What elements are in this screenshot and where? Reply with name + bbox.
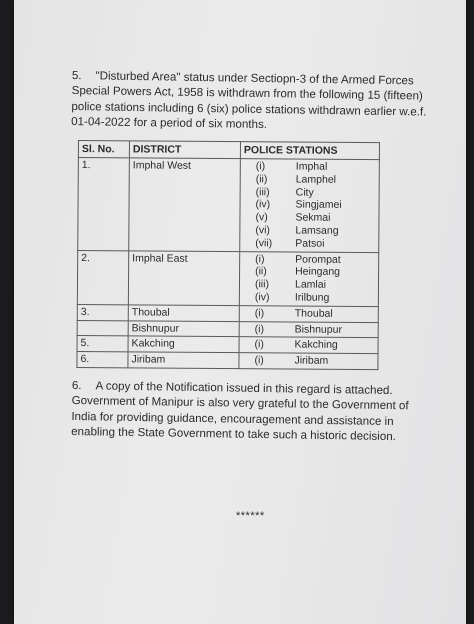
police-station-name: City — [295, 186, 314, 199]
table-header-row — [78, 141, 379, 160]
police-station-name: Singjamei — [295, 198, 342, 212]
police-stations-cell — [239, 337, 378, 354]
roman-numeral: (ii) — [255, 173, 268, 186]
police-stations-table — [76, 140, 380, 370]
police-station-name: Bishnupur — [294, 323, 343, 336]
roman-numeral: (i) — [254, 322, 265, 335]
police-station-item — [244, 160, 376, 174]
police-station-item — [242, 354, 374, 368]
sl-no-cell — [77, 320, 128, 336]
police-station-item — [243, 266, 375, 280]
police-station-item — [243, 278, 375, 292]
police-station-item — [243, 253, 375, 267]
paragraph-number: 6. — [71, 378, 82, 393]
roman-numeral: (vii) — [255, 237, 273, 250]
police-station-name: Kakching — [294, 338, 338, 352]
district-cell: Jiribam — [128, 352, 239, 369]
roman-numeral: (ii) — [255, 265, 267, 278]
roman-numeral: (vi) — [255, 224, 270, 237]
roman-numeral: (iii) — [255, 185, 270, 198]
sl-no-cell: 1. — [78, 158, 130, 251]
district-cell: Imphal East — [128, 250, 239, 305]
sl-no-cell: 6. — [77, 352, 128, 368]
table-row — [78, 158, 380, 253]
table-row — [77, 250, 378, 306]
header-district: DISTRICT — [129, 141, 240, 159]
roman-numeral: (iii) — [254, 278, 270, 291]
sl-no-cell: 3. — [77, 304, 128, 320]
district-cell: Bishnupur — [128, 320, 239, 337]
police-station-name: Irilbung — [294, 291, 330, 304]
police-station-item — [244, 186, 376, 200]
police-station-name: Lamlai — [294, 278, 326, 291]
police-station-item — [243, 224, 375, 238]
roman-numeral: (i) — [255, 160, 266, 173]
district-cell: Kakching — [128, 336, 239, 353]
police-station-item — [243, 237, 375, 251]
police-station-name: Lamphel — [295, 173, 337, 186]
police-station-name: Lamsang — [295, 224, 339, 237]
paragraph-5 — [71, 68, 447, 136]
district-cell: Thoubal — [128, 305, 239, 322]
end-mark: ****** — [236, 510, 265, 522]
police-station-name: Imphal — [295, 160, 328, 173]
table-row — [77, 352, 378, 370]
police-station-name: Patsoi — [295, 237, 325, 250]
police-station-item — [243, 211, 375, 225]
police-station-item — [243, 307, 375, 321]
police-station-item — [243, 339, 375, 353]
police-station-name: Heingang — [295, 265, 341, 279]
paragraph-text: "Disturbed Area" status under Sectiopn-3 of the Armed Forces Special Powers Act, 1958 is withdrawn from the following 15 (fifteen) police stations including 6 (six) police stations withdrawn earlier w.e.f. 01-04-2022 for a period of six months. — [71, 69, 427, 132]
police-stations-cell — [239, 353, 378, 370]
police-stations-cell — [240, 159, 380, 253]
roman-numeral: (i) — [254, 338, 264, 351]
police-stations-cell — [239, 251, 378, 306]
paragraph-number: 5. — [71, 68, 82, 83]
police-station-name: Thoubal — [294, 307, 333, 320]
police-station-item — [244, 173, 376, 187]
paragraph-6 — [71, 378, 437, 445]
police-station-item — [244, 199, 376, 213]
police-stations-cell — [239, 321, 378, 338]
roman-numeral: (i) — [254, 307, 265, 320]
roman-numeral: (i) — [254, 354, 264, 367]
roman-numeral: (iv) — [255, 198, 271, 211]
police-station-name: Jiribam — [294, 354, 329, 367]
header-sl-no: Sl. No. — [78, 141, 129, 158]
sl-no-cell: 5. — [77, 336, 128, 352]
header-police-stations: POLICE STATIONS — [240, 142, 379, 160]
police-station-name: Sekmai — [295, 211, 331, 224]
roman-numeral: (iv) — [254, 291, 270, 304]
police-stations-cell — [239, 305, 378, 322]
roman-numeral: (v) — [255, 211, 268, 224]
police-station-item — [243, 291, 375, 305]
police-station-name: Porompat — [295, 253, 341, 266]
document-page — [14, 0, 466, 624]
district-cell: Imphal West — [129, 158, 241, 251]
paragraph-text: A copy of the Notification issued in this regard is attached. Government of Manipur is also very grateful to the Government of India for providing guidance, encouragement and assistance in enabling the State Government to take such a historic decision. — [71, 379, 409, 444]
roman-numeral: (i) — [255, 252, 265, 265]
police-station-item — [243, 323, 375, 337]
sl-no-cell: 2. — [77, 250, 128, 305]
